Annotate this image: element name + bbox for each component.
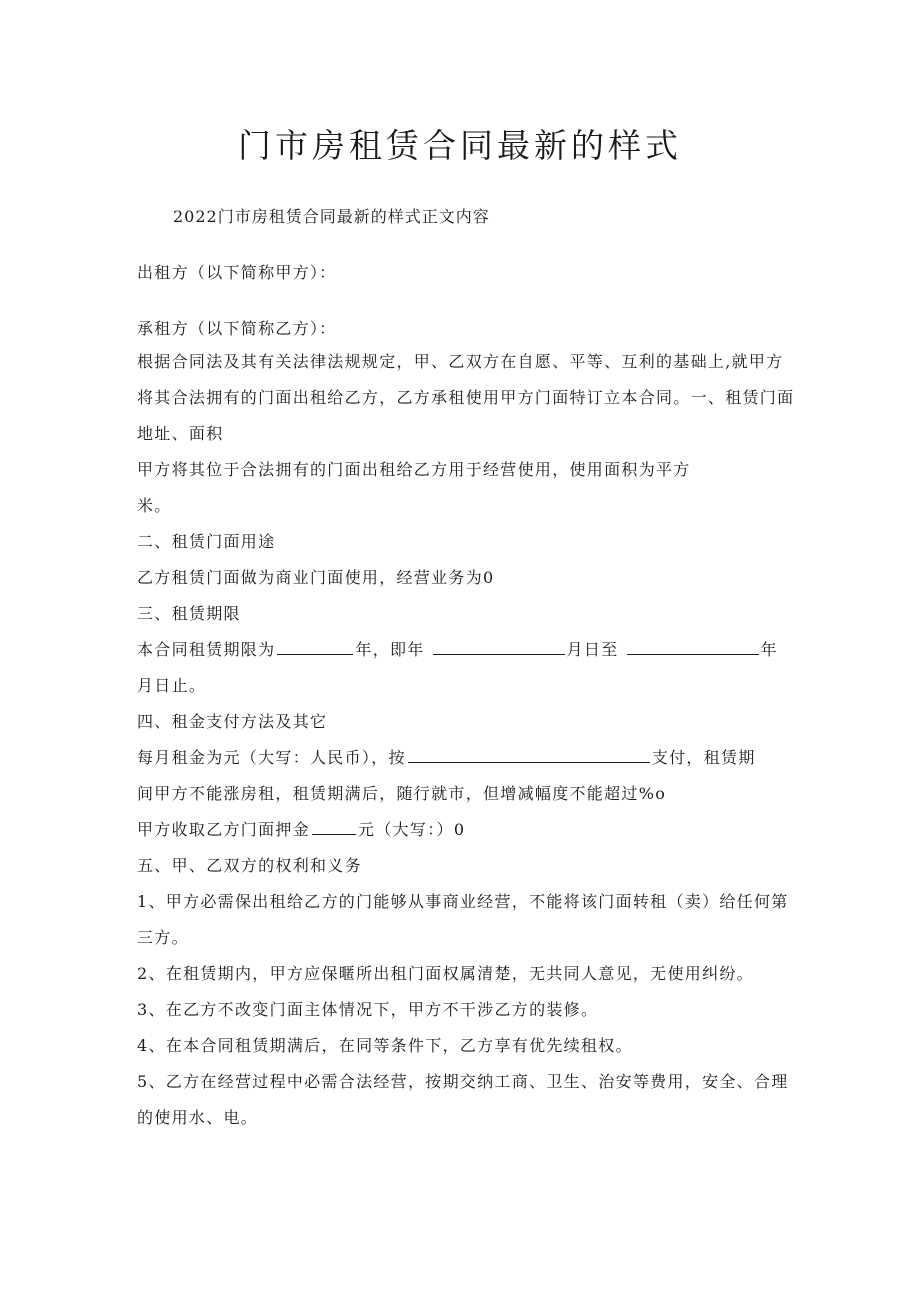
section-4-line-2: 间甲方不能涨房租，租赁期满后，随行就市，但增减幅度不能超过%o (137, 784, 667, 803)
rent-amount-label: 每月租金为元（大写：人民币），按 (137, 748, 406, 767)
lease-end-blank (627, 638, 759, 655)
lease-end-label: 月日至 (566, 640, 619, 659)
document-subtitle: 2022门市房租赁合同最新的样式正文内容 (173, 207, 490, 226)
item-5-line-2: 的使用水、电。 (137, 1108, 259, 1127)
section-3-line-1 (137, 638, 778, 662)
area-line-2: 米。 (137, 496, 172, 515)
deposit-amount-label: 元（大写：）0 (358, 820, 466, 839)
section-4-heading: 四、租金支付方法及其它 (137, 712, 328, 731)
lease-start-blank (433, 638, 565, 655)
deposit-label: 甲方收取乙方门面押金 (137, 820, 311, 839)
intro-line-3: 地址、面积 (137, 424, 224, 443)
item-2: 2、在租赁期内，甲方应保暱所出租门面权属清楚，无共同人意见，无使用纠纷。 (137, 964, 754, 983)
intro-line-1: 根据合同法及其有关法律法规规定，甲、乙双方在自愿、平等、互利的基础上,就甲方 (137, 352, 784, 371)
rent-payment-label: 支付，租赁期 (651, 748, 756, 767)
item-4: 4、在本合同租赁期满后，在同等条件下，乙方享有优先续租权。 (137, 1036, 633, 1055)
lease-end-year-label: 年 (760, 640, 778, 659)
item-5-line-1: 5、乙方在经营过程中必需合法经营，按期交纳工商、卫生、治安等费用，安全、合理 (137, 1072, 789, 1091)
section-3-heading: 三、租赁期限 (137, 604, 241, 623)
item-1-line-1: 1、甲方必需保出租给乙方的门能够从事商业经营，不能将该门面转租（卖）给任何第 (137, 892, 789, 911)
lease-years-blank (277, 638, 353, 655)
area-line-1: 甲方将其位于合法拥有的门面出租给乙方用于经营使用，使用面积为平方 (137, 460, 691, 479)
intro-line-2: 将其合法拥有的门面出租给乙方，乙方承租使用甲方门面特订立本合同。一、租赁门面 (137, 388, 795, 407)
section-2-heading: 二、租赁门面用途 (137, 532, 276, 551)
section-4-line-1 (137, 746, 756, 770)
lease-start-label: 年，即年 (355, 640, 425, 659)
item-1-line-2: 三方。 (137, 928, 189, 947)
payment-method-blank (408, 746, 650, 763)
document-title: 门市房租赁合同最新的样式 (238, 126, 682, 165)
deposit-line (137, 818, 465, 842)
section-3-line-2: 月日止。 (137, 676, 207, 695)
section-5-heading: 五、甲、乙双方的权利和义务 (137, 856, 362, 875)
deposit-blank (312, 818, 356, 835)
section-2-text: 乙方租赁门面做为商业门面使用，经营业务为0 (137, 568, 495, 587)
lessee-line: 承租方（以下简称乙方）： (137, 319, 337, 338)
item-3: 3、在乙方不改变门面主体情况下，甲方不干涉乙方的装修。 (137, 1000, 599, 1019)
lease-term-label: 本合同租赁期限为 (137, 640, 276, 659)
lessor-line: 出租方（以下简称甲方）： (137, 263, 337, 282)
